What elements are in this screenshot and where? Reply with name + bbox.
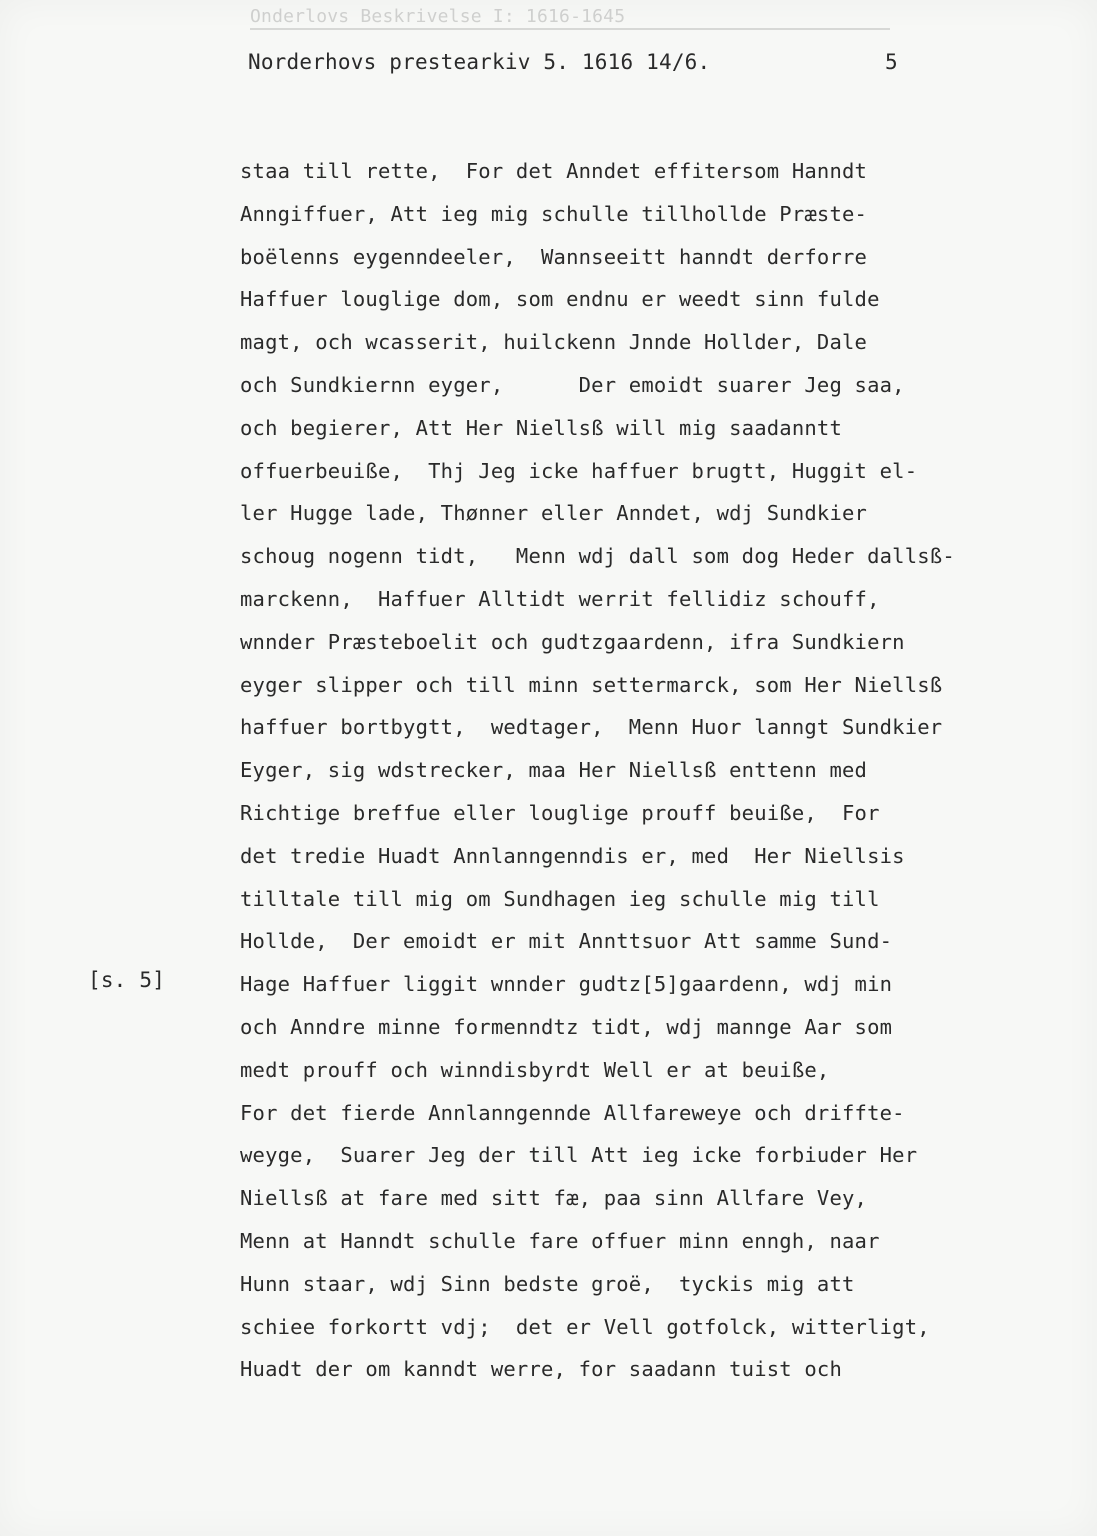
text-line: Eyger, sig wdstrecker, maa Her Niellsß enttenn med — [240, 758, 868, 783]
text-line: eyger slipper och till minn settermarck, som Her Niellsß — [240, 672, 943, 697]
text-line: Anngiffuer, Att ieg mig schulle tillhollde Præste- — [240, 201, 868, 226]
text-line: haffuer bortbygtt, wedtager, Menn Huor lanngt Sundkier — [240, 715, 943, 740]
text-line: Haffuer louglige dom, som endnu er weedt sinn fulde — [240, 287, 880, 312]
text-line: det tredie Huadt Annlanngenndis er, med Her Niellsis — [240, 843, 905, 868]
faint-header-strip: Onderlovs Beskrivelse I: 1616-1645 — [250, 6, 890, 30]
text-line: tilltale till mig om Sundhagen ieg schulle mig till — [240, 886, 880, 911]
text-line: offuerbeuiße, Thj Jeg icke haffuer brugtt, Huggit el- — [240, 458, 918, 483]
page-number: 5 — [885, 50, 898, 74]
text-line: Richtige breffue eller louglige prouff beuiße, For — [240, 800, 880, 825]
text-line: schiee forkortt vdj; det er Vell gotfolck, witterligt, — [240, 1314, 930, 1339]
text-line: ler Hugge lade, Thønner eller Anndet, wdj Sundkier — [240, 501, 868, 526]
text-line: wnnder Præsteboelit och gudtzgaardenn, ifra Sundkiern — [240, 629, 905, 654]
text-line: Hunn staar, wdj Sinn bedste groë, tyckis mig att — [240, 1271, 855, 1296]
text-line: marckenn, Haffuer Alltidt werrit fellidiz schouff, — [240, 586, 880, 611]
text-line: och Sundkiernn eyger, Der emoidt suarer Jeg saa, — [240, 372, 905, 397]
text-line: boëlenns eygenndeeler, Wannseeitt hanndt derforre — [240, 244, 868, 269]
text-line: For det fierde Annlanngennde Allfareweye och driffte- — [240, 1100, 905, 1125]
text-line: och begierer, Att Her Niellsß will mig saadanntt — [240, 415, 843, 440]
document-header: Norderhovs prestearkiv 5. 1616 14/6. — [248, 50, 711, 74]
margin-page-reference: [s. 5] — [88, 968, 166, 992]
transcription-body — [240, 154, 1000, 1395]
text-line: medt prouff och winndisbyrdt Well er at beuiße, — [240, 1057, 830, 1082]
text-line: och Anndre minne formenndtz tidt, wdj mannge Aar som — [240, 1014, 893, 1039]
text-line: Hollde, Der emoidt er mit Annttsuor Att samme Sund- — [240, 929, 893, 954]
text-line: staa till rette, For det Anndet effitersom Hanndt — [240, 159, 868, 183]
text-line: magt, och wcasserit, huilckenn Jnnde Hollder, Dale — [240, 330, 868, 355]
text-line: Huadt der om kanndt werre, for saadann tuist och — [240, 1357, 843, 1382]
text-line: Hage Haffuer liggit wnnder gudtz[5]gaardenn, wdj min — [240, 972, 893, 997]
text-line: weyge, Suarer Jeg der till Att ieg icke forbiuder Her — [240, 1143, 918, 1168]
text-line: Niellsß at fare med sitt fæ, paa sinn Allfare Vey, — [240, 1186, 868, 1211]
text-line: schoug nogenn tidt, Menn wdj dall som dog Heder dallsß- — [240, 544, 955, 569]
text-line: Menn at Hanndt schulle fare offuer minn enngh, naar — [240, 1228, 880, 1253]
